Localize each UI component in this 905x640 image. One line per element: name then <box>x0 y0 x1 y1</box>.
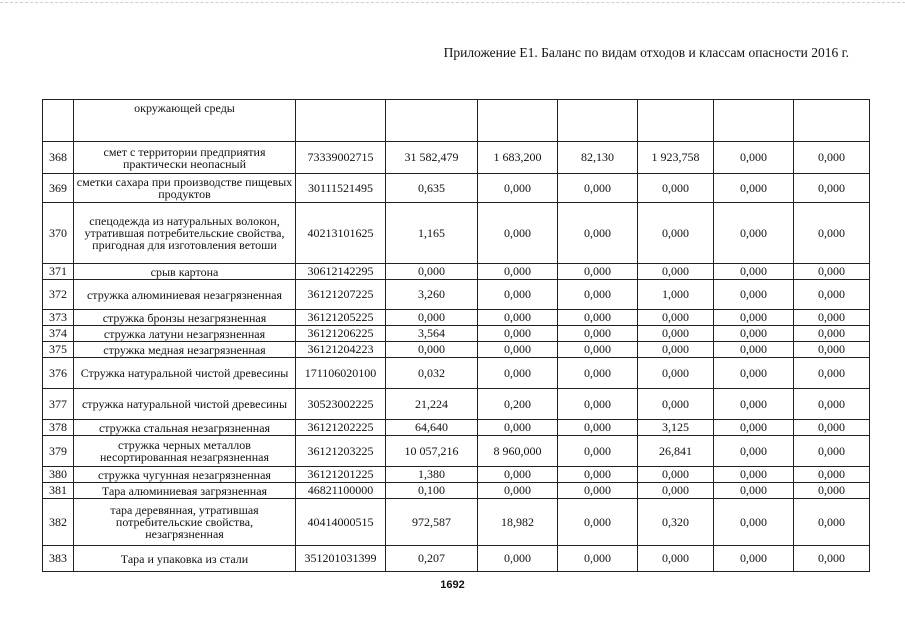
value-col-6: 0,000 <box>794 203 870 264</box>
value-col-2: 8 960,000 <box>478 436 558 467</box>
value-col-4: 0,000 <box>638 203 714 264</box>
table-row <box>43 264 870 280</box>
value-col-6: 0,000 <box>794 142 870 174</box>
waste-balance-table <box>42 99 870 572</box>
value-col-4: 0,000 <box>638 546 714 572</box>
value-col-1: 21,224 <box>386 389 478 420</box>
waste-name: стружка медная незагрязненная <box>74 342 296 358</box>
row-number: 368 <box>43 142 74 174</box>
value-col-1: 1,380 <box>386 467 478 483</box>
fkko-code: 40213101625 <box>296 203 386 264</box>
value-col-3: 0,000 <box>558 174 638 203</box>
value-col-5: 0,000 <box>714 142 794 174</box>
row-number: 377 <box>43 389 74 420</box>
row-number: 379 <box>43 436 74 467</box>
waste-name: стружка алюминиевая незагрязненная <box>74 280 296 310</box>
value-col-2: 0,000 <box>478 342 558 358</box>
value-col-2: 0,000 <box>478 174 558 203</box>
waste-name: Тара и упаковка из стали <box>74 546 296 572</box>
value-col-4: 0,000 <box>638 174 714 203</box>
fkko-code: 36121202225 <box>296 420 386 436</box>
value-col-4: 0,000 <box>638 326 714 342</box>
value-col-3: 0,000 <box>558 546 638 572</box>
row-number: 378 <box>43 420 74 436</box>
value-col-3: 0,000 <box>558 389 638 420</box>
fkko-code: 40414000515 <box>296 499 386 546</box>
fkko-code: 30523002225 <box>296 389 386 420</box>
fkko-code: 351201031399 <box>296 546 386 572</box>
table-row <box>43 436 870 467</box>
fkko-code: 36121201225 <box>296 467 386 483</box>
value-col-6: 0,000 <box>794 358 870 389</box>
value-col-2: 0,000 <box>478 280 558 310</box>
row-number: 376 <box>43 358 74 389</box>
table-row <box>43 310 870 326</box>
waste-name: тара деревянная, утратившая потребительские свойства, незагрязненная <box>74 499 296 546</box>
value-col-3: 0,000 <box>558 342 638 358</box>
value-col-4: 0,000 <box>638 310 714 326</box>
waste-name: окружающей среды <box>74 100 296 142</box>
value-col-5: 0,000 <box>714 389 794 420</box>
fkko-code: 30111521495 <box>296 174 386 203</box>
value-col-6: 0,000 <box>794 546 870 572</box>
value-col-4: 0,000 <box>638 467 714 483</box>
value-col-5: 0,000 <box>714 436 794 467</box>
table-row <box>43 483 870 499</box>
value-col-6: 0,000 <box>794 389 870 420</box>
value-col-5: 0,000 <box>714 310 794 326</box>
row-number: 372 <box>43 280 74 310</box>
waste-name: стружка стальная незагрязненная <box>74 420 296 436</box>
value-col-4: 0,000 <box>638 264 714 280</box>
value-col-2: 0,000 <box>478 358 558 389</box>
value-col-6: 0,000 <box>794 467 870 483</box>
fkko-code: 36121206225 <box>296 326 386 342</box>
value-col-3: 0,000 <box>558 264 638 280</box>
value-col-6: 0,000 <box>794 280 870 310</box>
value-col-1: 64,640 <box>386 420 478 436</box>
value-col-1: 3,564 <box>386 326 478 342</box>
value-col-1: 972,587 <box>386 499 478 546</box>
table-row <box>43 174 870 203</box>
value-col-6: 0,000 <box>794 499 870 546</box>
value-col-5: 0,000 <box>714 499 794 546</box>
table-row <box>43 142 870 174</box>
table-row <box>43 203 870 264</box>
value-col-3: 0,000 <box>558 280 638 310</box>
row-number: 380 <box>43 467 74 483</box>
value-col-3: 0,000 <box>558 358 638 389</box>
row-number: 374 <box>43 326 74 342</box>
waste-name: стружка чугунная незагрязненная <box>74 467 296 483</box>
value-col-2: 0,000 <box>478 310 558 326</box>
row-number: 381 <box>43 483 74 499</box>
value-col-1: 0,000 <box>386 310 478 326</box>
value-col-2: 18,982 <box>478 499 558 546</box>
fkko-code: 36121204223 <box>296 342 386 358</box>
row-number: 383 <box>43 546 74 572</box>
waste-name: стружка натуральной чистой древесины <box>74 389 296 420</box>
row-number: 373 <box>43 310 74 326</box>
row-number: 375 <box>43 342 74 358</box>
value-col-3: 0,000 <box>558 467 638 483</box>
table-row-continuation <box>43 100 870 142</box>
value-col-3: 0,000 <box>558 420 638 436</box>
waste-name: спецодежда из натуральных волокон, утратившая потребительские свойства, пригодная для изготовления ветоши <box>74 203 296 264</box>
value-col-3: 0,000 <box>558 499 638 546</box>
value-col-4: 1 923,758 <box>638 142 714 174</box>
value-col-4: 0,000 <box>638 342 714 358</box>
waste-name: смет с территории предприятия практически неопасный <box>74 142 296 174</box>
waste-name: Тара алюминиевая загрязненная <box>74 483 296 499</box>
value-col-4: 26,841 <box>638 436 714 467</box>
fkko-code: 36121205225 <box>296 310 386 326</box>
value-col-4: 0,000 <box>638 358 714 389</box>
value-col-1: 31 582,479 <box>386 142 478 174</box>
row-number: 370 <box>43 203 74 264</box>
value-col-6: 0,000 <box>794 326 870 342</box>
value-col-5: 0,000 <box>714 358 794 389</box>
value-col-5: 0,000 <box>714 342 794 358</box>
value-col-1: 3,260 <box>386 280 478 310</box>
table-row <box>43 546 870 572</box>
table-row <box>43 342 870 358</box>
waste-name: срыв картона <box>74 264 296 280</box>
value-col-1: 10 057,216 <box>386 436 478 467</box>
waste-name: стружка бронзы незагрязненная <box>74 310 296 326</box>
fkko-code: 46821100000 <box>296 483 386 499</box>
table-row <box>43 499 870 546</box>
value-col-2: 0,000 <box>478 326 558 342</box>
waste-name: сметки сахара при производстве пищевых продуктов <box>74 174 296 203</box>
value-col-5: 0,000 <box>714 326 794 342</box>
table-row <box>43 358 870 389</box>
value-col-3: 0,000 <box>558 203 638 264</box>
waste-name: Стружка натуральной чистой древесины <box>74 358 296 389</box>
value-col-4: 0,000 <box>638 389 714 420</box>
value-col-2: 0,200 <box>478 389 558 420</box>
value-col-1: 0,100 <box>386 483 478 499</box>
table-row <box>43 389 870 420</box>
value-col-3: 0,000 <box>558 326 638 342</box>
row-number: 371 <box>43 264 74 280</box>
table-row <box>43 467 870 483</box>
value-col-4: 1,000 <box>638 280 714 310</box>
value-col-2: 0,000 <box>478 203 558 264</box>
row-number: 369 <box>43 174 74 203</box>
value-col-3: 0,000 <box>558 483 638 499</box>
table-row <box>43 326 870 342</box>
value-col-5: 0,000 <box>714 174 794 203</box>
value-col-6: 0,000 <box>794 436 870 467</box>
value-col-3: 0,000 <box>558 436 638 467</box>
value-col-2: 0,000 <box>478 483 558 499</box>
value-col-2: 0,000 <box>478 420 558 436</box>
value-col-5: 0,000 <box>714 546 794 572</box>
value-col-4: 0,320 <box>638 499 714 546</box>
value-col-6: 0,000 <box>794 420 870 436</box>
value-col-6: 0,000 <box>794 264 870 280</box>
value-col-5: 0,000 <box>714 483 794 499</box>
fkko-code: 36121203225 <box>296 436 386 467</box>
value-col-6: 0,000 <box>794 174 870 203</box>
value-col-4: 0,000 <box>638 483 714 499</box>
fkko-code: 171106020100 <box>296 358 386 389</box>
value-col-6: 0,000 <box>794 483 870 499</box>
table-row <box>43 280 870 310</box>
table-row <box>43 420 870 436</box>
value-col-1: 0,207 <box>386 546 478 572</box>
value-col-5: 0,000 <box>714 420 794 436</box>
value-col-1: 0,000 <box>386 264 478 280</box>
value-col-1: 0,032 <box>386 358 478 389</box>
fkko-code: 73339002715 <box>296 142 386 174</box>
fkko-code: 36121207225 <box>296 280 386 310</box>
value-col-5: 0,000 <box>714 467 794 483</box>
scan-top-edge <box>0 2 905 3</box>
value-col-1: 1,165 <box>386 203 478 264</box>
value-col-2: 0,000 <box>478 546 558 572</box>
value-col-3: 82,130 <box>558 142 638 174</box>
value-col-5: 0,000 <box>714 264 794 280</box>
value-col-3: 0,000 <box>558 310 638 326</box>
value-col-1: 0,000 <box>386 342 478 358</box>
value-col-2: 0,000 <box>478 467 558 483</box>
waste-name: стружка латуни незагрязненная <box>74 326 296 342</box>
value-col-5: 0,000 <box>714 280 794 310</box>
document-title: Приложение Е1. Баланс по видам отходов и классам опасности 2016 г. <box>443 45 849 60</box>
value-col-4: 3,125 <box>638 420 714 436</box>
row-number: 382 <box>43 499 74 546</box>
value-col-6: 0,000 <box>794 342 870 358</box>
value-col-2: 0,000 <box>478 264 558 280</box>
value-col-5: 0,000 <box>714 203 794 264</box>
value-col-6: 0,000 <box>794 310 870 326</box>
page-number: 1692 <box>440 579 465 591</box>
value-col-2: 1 683,200 <box>478 142 558 174</box>
fkko-code: 30612142295 <box>296 264 386 280</box>
waste-name: стружка черных металлов несортированная незагрязненная <box>74 436 296 467</box>
value-col-1: 0,635 <box>386 174 478 203</box>
